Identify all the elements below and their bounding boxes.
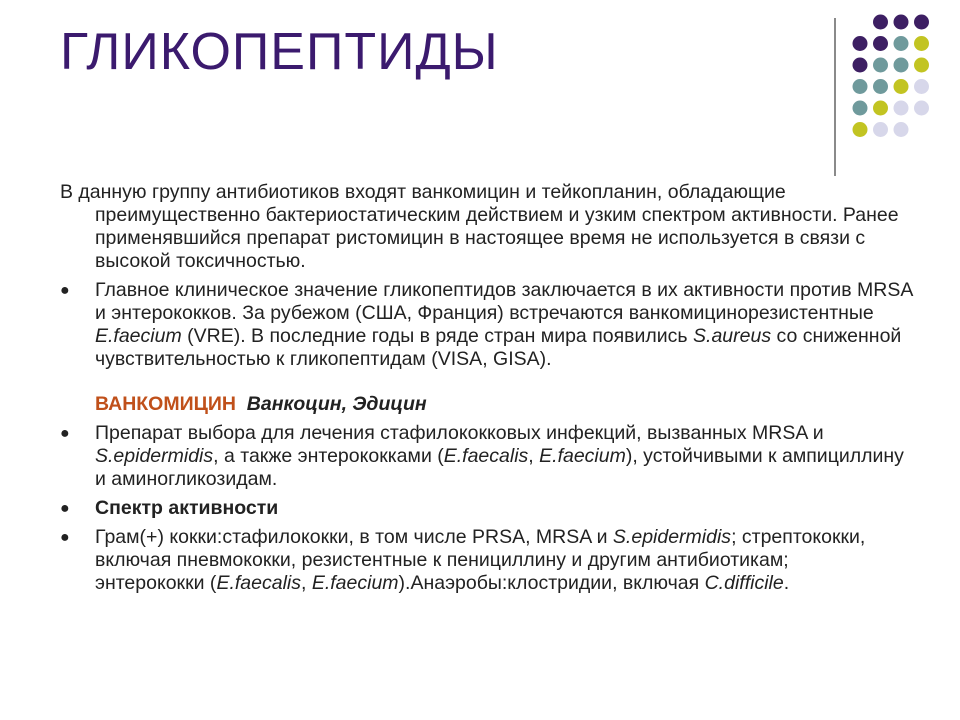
decorative-dot (914, 58, 929, 73)
decorative-dot (873, 122, 888, 137)
decorative-dot (914, 15, 929, 30)
drug-name: ВАНКОМИЦИН (95, 393, 236, 415)
drug-heading (60, 393, 920, 416)
decorative-dot (873, 15, 888, 30)
slide-title: ГЛИКОПЕПТИДЫ (60, 23, 499, 81)
decorative-dot (873, 79, 888, 94)
decorative-dot (894, 15, 909, 30)
divider-line (834, 18, 836, 176)
decorative-dot (853, 36, 868, 51)
decorative-dot (914, 36, 929, 51)
slide-body (60, 181, 920, 601)
organism-name: S.aureus (693, 325, 772, 347)
bullet-clinical-value: ● Главное клиническое значение гликопептидов заключается в их активности против MRSA и энтерококков. За рубежом (США, Франция) встречаются ванкомицинорезистентные E.faecium (VRE). В последние годы в ряде стран мира появились S.aureus со сниженной чувствительностью к гликопептидам (VISA, GISA). (60, 279, 913, 370)
organism-name: E.faecalis (443, 445, 529, 467)
decorative-dot (894, 122, 909, 137)
organism-name: S.epidermidis (612, 526, 732, 548)
decorative-dot (853, 58, 868, 73)
decorative-dot (853, 101, 868, 116)
bullet-dot-icon: ● (60, 529, 70, 546)
decorative-dot (873, 36, 888, 51)
organism-name: E.faecium (95, 325, 182, 347)
decorative-dot (873, 101, 888, 116)
bullet-dot-icon: ● (60, 425, 70, 442)
bullet-dot-icon: ● (60, 282, 70, 299)
bullet-spectrum-heading: ● Спектр активности (60, 497, 279, 519)
organism-name: E.faecalis (216, 572, 301, 594)
organism-name: E.faecium (539, 445, 626, 467)
organism-name: C.difficile (704, 572, 784, 594)
intro-paragraph (60, 181, 920, 273)
bullet-indication: ● Препарат выбора для лечения стафилококковых инфекций, вызванных MRSA и S.epidermidis, а также энтерококками (E.faecalis, E.faecium), устойчивыми к ампициллину и аминогликозидам. (60, 422, 904, 490)
decorative-dot (853, 122, 868, 137)
intro-continuation: преимущественно бактериостатическим действием и узким спектром активности. Ранее применявшийся препарат ристомицин в настоящее время не используется в связи с высокой токсичностью. (95, 204, 899, 272)
decorative-dot (894, 101, 909, 116)
decorative-dot (894, 79, 909, 94)
decorative-dot (894, 36, 909, 51)
decorative-dot (853, 79, 868, 94)
decorative-dot-grid (846, 8, 946, 158)
organism-name: S.epidermidis (95, 445, 214, 467)
bullet-spectrum: ● Грам(+) кокки:стафилококки, в том числе PRSA, MRSA и S.epidermidis; стрептококки, включая пневмококки, резистентные к пенициллину и другим антибиотикам; энтерококки (E.faecalis, E.faecium).Анаэробы:клостридии, включая C.difficile. (60, 526, 866, 594)
decorative-dot (873, 58, 888, 73)
bullet-dot-icon: ● (60, 500, 70, 517)
decorative-dot (914, 101, 929, 116)
decorative-dot (894, 58, 909, 73)
decorative-dot (914, 79, 929, 94)
intro-first-line: В данную группу антибиотиков входят ванкомицин и тейкопланин, обладающие (60, 181, 786, 203)
drug-brands: Ванкоцин, Эдицин (246, 393, 427, 415)
organism-name: E.faecium (311, 572, 399, 594)
